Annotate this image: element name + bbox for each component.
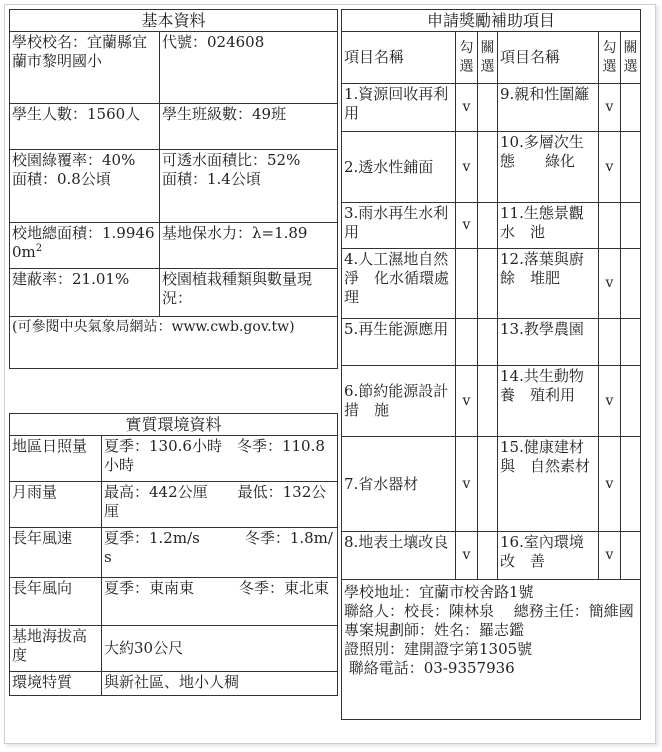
- water-retention: 基地保水力：λ=1.89: [160, 223, 338, 269]
- col-header-check-left: 勾選: [456, 32, 478, 84]
- coverage-ratio: 建蔽率：21.01%: [10, 269, 160, 317]
- total-site-area: [10, 223, 160, 269]
- item-15-related: [621, 437, 641, 532]
- item-14-name: 14.共生動物養 殖利用: [498, 366, 599, 437]
- item-6-related: [478, 366, 498, 437]
- env-value-rainfall: 最高：442公厘 最低：132公厘: [102, 482, 338, 528]
- item-8-name: 8.地表土壤改良: [342, 532, 456, 580]
- item-14-check: v: [599, 366, 621, 437]
- item-11-check: [599, 203, 621, 249]
- green-coverage: [10, 150, 160, 223]
- item-16-related: [621, 532, 641, 580]
- green-area: 面積：0.8公頃: [12, 170, 111, 188]
- item-4-name: 4.人工濕地自然淨 化水循環處理: [342, 249, 456, 319]
- item-13-name: 13.教學農園: [498, 319, 599, 366]
- school-contact-info: [342, 580, 641, 720]
- total-area-text: 校地總面積：1.99460m: [12, 224, 155, 261]
- subsidy-table: [341, 9, 641, 720]
- weather-note: (可參閱中央氣象局網站：www.cwb.gov.tw): [10, 317, 338, 369]
- permeable-area: 面積：1.4公頃: [162, 170, 261, 188]
- contact-person: 聯絡人：校長：陳林泉 總務主任：簡維國: [344, 602, 634, 620]
- item-9-name: 9.親和性圍籬: [498, 84, 599, 132]
- item-8-check: v: [456, 532, 478, 580]
- license-number: 證照別：建開證字第1305號: [344, 640, 533, 658]
- item-10-name: 10.多層次生態 綠化: [498, 132, 599, 203]
- student-count: 學生人數：1560人: [10, 104, 160, 150]
- item-15-name: 15.健康建材與 自然素材: [498, 437, 599, 532]
- env-label-wind-speed: 長年風速: [10, 528, 102, 578]
- col-header-check-right: 勾選: [599, 32, 621, 84]
- item-12-related: [621, 249, 641, 319]
- item-16-name: 16.室內環境改 善: [498, 532, 599, 580]
- school-name: 學校校名：宜蘭縣宜蘭市黎明國小: [10, 32, 160, 104]
- item-3-check: v: [456, 203, 478, 249]
- item-5-name: 5.再生能源應用: [342, 319, 456, 366]
- env-value-wind-speed: 夏季：1.2m/s 冬季：1.8m/s: [102, 528, 338, 578]
- item-6-name: 6.節約能源設計措 施: [342, 366, 456, 437]
- environment-title: 實質環境資料: [10, 414, 338, 436]
- env-value-wind-direction: 夏季：東南東 冬季：東北東: [102, 578, 338, 626]
- green-rate: 校園綠覆率：40%: [12, 151, 136, 169]
- item-8-related: [478, 532, 498, 580]
- item-1-check: v: [456, 84, 478, 132]
- item-10-related: [621, 132, 641, 203]
- basic-info-table: [9, 9, 338, 369]
- env-label-sunshine: 地區日照量: [10, 436, 102, 482]
- item-1-name: 1.資源回收再利用: [342, 84, 456, 132]
- item-3-related: [478, 203, 498, 249]
- environment-table: [9, 413, 338, 696]
- item-4-related: [478, 249, 498, 319]
- col-header-related-right: 關選: [621, 32, 641, 84]
- item-5-check: [456, 319, 478, 366]
- item-10-check: v: [599, 132, 621, 203]
- item-11-name: 11.生態景觀水 池: [498, 203, 599, 249]
- contact-phone: 聯絡電話：03-9357936: [344, 659, 515, 677]
- school-address: 學校地址：宜蘭市校舍路1號: [344, 583, 534, 601]
- env-label-rainfall: 月雨量: [10, 482, 102, 528]
- item-7-related: [478, 437, 498, 532]
- item-12-check: v: [599, 249, 621, 319]
- item-16-check: v: [599, 532, 621, 580]
- item-9-check: v: [599, 84, 621, 132]
- subsidy-title: 申請獎勵補助項目: [342, 10, 641, 32]
- item-2-check: v: [456, 132, 478, 203]
- item-2-name: 2.透水性鋪面: [342, 132, 456, 203]
- item-2-related: [478, 132, 498, 203]
- permeable-ratio: 可透水面積比：52%: [162, 151, 301, 169]
- item-9-related: [621, 84, 641, 132]
- env-label-wind-direction: 長年風向: [10, 578, 102, 626]
- item-3-name: 3.雨水再生水利用: [342, 203, 456, 249]
- item-7-name: 7.省水器材: [342, 437, 456, 532]
- item-6-check: v: [456, 366, 478, 437]
- col-header-related-left: 關選: [478, 32, 498, 84]
- item-11-related: [621, 203, 641, 249]
- col-header-name-left: 項目名稱: [342, 32, 456, 84]
- env-label-elevation: 基地海拔高度: [10, 626, 102, 672]
- permeable-info: [160, 150, 338, 223]
- item-7-check: v: [456, 437, 478, 532]
- col-header-name-right: 項目名稱: [498, 32, 599, 84]
- item-4-check: [456, 249, 478, 319]
- env-value-elevation: 大約30公尺: [102, 626, 338, 672]
- project-planner: 專案規劃師：姓名：羅志鑑: [344, 621, 525, 639]
- item-1-related: [478, 84, 498, 132]
- item-13-check: [599, 319, 621, 366]
- area-unit-superscript: 2: [35, 243, 43, 254]
- env-label-characteristics: 環境特質: [10, 672, 102, 696]
- env-value-characteristics: 與新社區、地小人稠: [102, 672, 338, 696]
- item-5-related: [478, 319, 498, 366]
- item-12-name: 12.落葉與廚餘 堆肥: [498, 249, 599, 319]
- planting-status: 校園植栽種類與數量現況：: [160, 269, 338, 317]
- item-14-related: [621, 366, 641, 437]
- school-code: 代號：024608: [160, 32, 338, 104]
- item-15-check: v: [599, 437, 621, 532]
- env-value-sunshine: 夏季：130.6小時 冬季：110.8小時: [102, 436, 338, 482]
- class-count: 學生班級數：49班: [160, 104, 338, 150]
- item-13-related: [621, 319, 641, 366]
- basic-info-title: 基本資料: [10, 10, 338, 32]
